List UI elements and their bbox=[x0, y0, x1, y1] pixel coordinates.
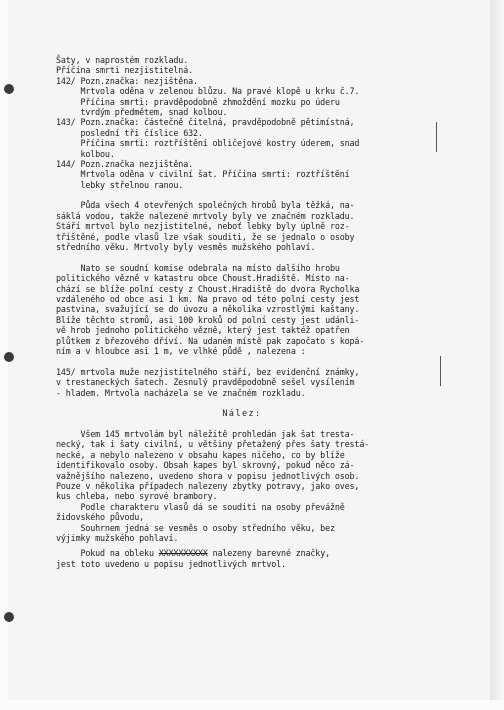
text-line: 145/ mrtvola muže nezjistitelného stáří, bez evidenční známky, bbox=[56, 366, 360, 377]
entry-145 bbox=[56, 367, 428, 398]
paragraph-gap bbox=[56, 356, 428, 366]
text-line: poslední tři číslice 632. bbox=[56, 127, 203, 138]
punch-hole bbox=[4, 612, 14, 622]
text-line: vě hrob jednoho politického vězně, který jest taktéž opatřen bbox=[56, 325, 350, 336]
text-fragment: nalezeny barevné značky, bbox=[207, 548, 330, 559]
text-line: Příčina smrti: pravděpodobně zhmoždění mozku po úderu bbox=[56, 96, 340, 107]
text-line: politického vězně v katastru obce Choust.Hradiště. Místo na- bbox=[56, 273, 350, 284]
text-line: chází se blíže polní cesty z Choust.Hradiště do dvora Rycholka bbox=[56, 283, 360, 294]
paragraph-soil bbox=[56, 200, 428, 252]
text-line: Pouze v několika případech nalezeny zbytky potravy, jako oves, bbox=[56, 481, 360, 492]
text-line: sáklá vodou, takže nalezené mrtvoly byly ve značném rozkladu. bbox=[56, 210, 355, 221]
typewritten-text bbox=[56, 55, 428, 569]
text-line: Půda všech 4 otevřených společných hrobů byla těžká, na- bbox=[56, 200, 355, 211]
text-line: pastvina, svažující se do úvozu a několika vzrostlými kaštany. bbox=[56, 304, 360, 315]
text-line: necký, tak i šaty civilní, u většiny přetažený přes šaty trestá- bbox=[56, 439, 370, 450]
text-line: výjimky mužského pohlaví. bbox=[56, 532, 179, 543]
text-line: jest toto uvedeno u popisu jednotlivých mrtvol. bbox=[56, 558, 286, 569]
text-line: Mrtvola oděna v zelenou blůzu. Na pravé klopě u krku č.7. bbox=[56, 86, 360, 97]
paragraph-gap bbox=[56, 190, 428, 200]
text-line: plůtkem z březového dříví. Na udaném místě pak započato s kopá- bbox=[56, 335, 365, 346]
text-line: 143/ Pozn.značka: částečně čitelná, pravděpodobně pětimístná, bbox=[56, 117, 355, 128]
text-line: Nato se soudní komise odebrala na místo dalšího hrobu bbox=[56, 262, 340, 273]
paragraph-gap bbox=[56, 419, 428, 429]
text-line: 142/ Pozn.značka: nezjištěna. bbox=[56, 75, 198, 86]
text-line: kolbou. bbox=[56, 148, 115, 159]
text-line: tvrdým předmětem, snad kolbou. bbox=[56, 106, 228, 117]
struck-out-text: XXXXXXXXXX bbox=[158, 548, 208, 559]
text-line: 144/ Pozn.značka nezjištěna. bbox=[56, 158, 193, 169]
punch-hole bbox=[4, 84, 14, 94]
entries-142-144 bbox=[56, 55, 428, 190]
paper-edge-shadow bbox=[490, 0, 504, 700]
text-line: Příčina smrti: roztříštění obličejové kostry úderem, snad bbox=[56, 138, 360, 149]
section-heading: Nález: bbox=[222, 408, 262, 419]
text-line: identifikovalo osoby. Obsah kapes byl skrovný, pokud něco zá- bbox=[56, 460, 355, 471]
text-line: kus chleba, nebo syrové brambory. bbox=[56, 491, 218, 502]
margin-pencil-mark bbox=[436, 122, 437, 152]
text-line: židovského původu, bbox=[56, 512, 145, 523]
text-line: - hladem. Mrtvola nacházela se ve značném rozkladu. bbox=[56, 387, 306, 398]
text-line: Šaty, v naprostém rozkladu. bbox=[56, 55, 189, 65]
punch-hole bbox=[4, 352, 14, 362]
text-line: Souhrnem jedná se vesměs o osoby středního věku, bez bbox=[56, 522, 335, 533]
text-line: važnějšího nalezeno, uvedeno shora v popisu jednotlivých osob. bbox=[56, 470, 360, 481]
text-line-with-strikeout bbox=[56, 548, 428, 558]
text-fragment: Pokud na obleku bbox=[56, 548, 159, 559]
paragraph-findings bbox=[56, 429, 428, 543]
paragraph-site bbox=[56, 263, 428, 357]
text-line: vzdáleného od obce asi 1 km. Na pravo od této polní cesty jest bbox=[56, 293, 360, 304]
text-line: v trestaneckých šatech. Zesnulý pravděpodobně sešel vysílením bbox=[56, 377, 355, 388]
paragraph-gap bbox=[56, 398, 428, 408]
paragraph-gap bbox=[56, 252, 428, 262]
text-line: Blíže těchto stromů, asi 100 kroků od polní cesty jest udánli- bbox=[56, 314, 360, 325]
text-line: Podle charakteru vlasů dá se souditi na osoby převážně bbox=[56, 501, 345, 512]
text-line: ním a v hloubce asi 1 m, ve vlhké půdě , nalezena : bbox=[56, 345, 306, 356]
text-line: lebky střelnou ranou. bbox=[56, 179, 184, 190]
text-line: Všem 145 mrtvolám byl náležitě prohledán jak šat tresta- bbox=[56, 429, 355, 440]
text-line: Mrtvola oděna v civilní šat. Příčina smrti: roztříštění bbox=[56, 169, 350, 180]
text-line: necké, a nebylo nalezeno v obsahu kapes ničeho, co by blíže bbox=[56, 449, 345, 460]
text-line: středního věku. Mrtvoly byly vesměs mužského pohlaví. bbox=[56, 242, 316, 253]
margin-pencil-mark bbox=[440, 356, 441, 386]
text-line: Příčina smrti nezjistitelná. bbox=[56, 65, 193, 76]
text-line: tříštěné, podle vlasů lze však souditi, že se jednalo o osoby bbox=[56, 231, 355, 242]
text-line: Stáří mrtvol bylo nezjistitelné, neboť lebky byly úplně roz- bbox=[56, 221, 350, 232]
